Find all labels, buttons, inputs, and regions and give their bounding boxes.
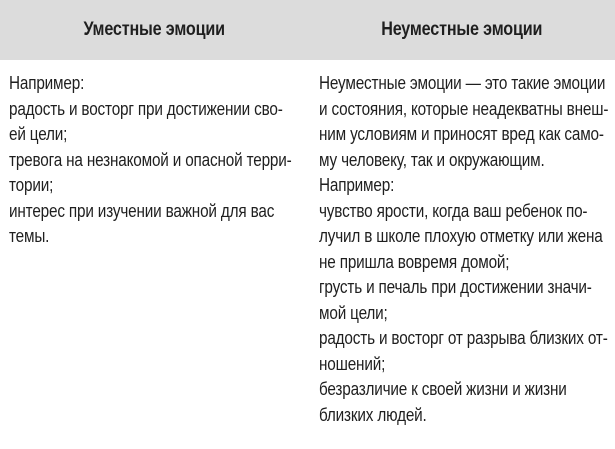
text-line: му человеку, так и окружающим. bbox=[318, 149, 545, 170]
text-line: чувство ярости, когда ваш ребенок по- bbox=[318, 200, 587, 221]
text-line: интерес при изучении важной для вас bbox=[9, 200, 275, 221]
text-line: Например: bbox=[9, 73, 85, 93]
table-body-row bbox=[0, 60, 615, 428]
text-line: темы. bbox=[9, 226, 50, 246]
text-line: радость и восторг от разрыва близких от- bbox=[318, 328, 608, 348]
inappropriate-emotions-cell bbox=[308, 60, 615, 428]
text-line: тории; bbox=[9, 175, 54, 195]
text-line: Неуместные эмоции — это такие эмоции bbox=[318, 73, 605, 93]
column-header-appropriate-emotions bbox=[0, 0, 308, 60]
table-header-row bbox=[0, 0, 615, 60]
text-line: грусть и печаль при достижении значи- bbox=[318, 277, 592, 297]
text-line: ним условиям и приносят вред как само- bbox=[318, 124, 604, 144]
column-header-label: Неуместные эмоции bbox=[380, 19, 542, 40]
text-line: радость и восторг при достижении сво- bbox=[9, 98, 283, 119]
text-line: и состояния, которые неадекватны внеш- bbox=[318, 98, 608, 119]
text-line: лучил в школе плохую отметку или жена bbox=[318, 226, 603, 246]
text-line: близких людей. bbox=[318, 404, 427, 425]
column-header-label: Уместные эмоции bbox=[83, 19, 225, 40]
appropriate-emotions-cell bbox=[0, 60, 308, 250]
text-line: тревога на незнакомой и опасной терри- bbox=[9, 149, 292, 170]
text-line: мой цели; bbox=[318, 302, 388, 323]
text-line: не пришла вовремя домой; bbox=[318, 251, 509, 272]
text-line: безразличие к своей жизни и жизни bbox=[318, 379, 567, 399]
text-line: ей цели; bbox=[9, 124, 68, 144]
column-header-inappropriate-emotions bbox=[308, 0, 615, 60]
text-line: Например: bbox=[318, 175, 394, 195]
text-line: ношений; bbox=[318, 353, 385, 374]
